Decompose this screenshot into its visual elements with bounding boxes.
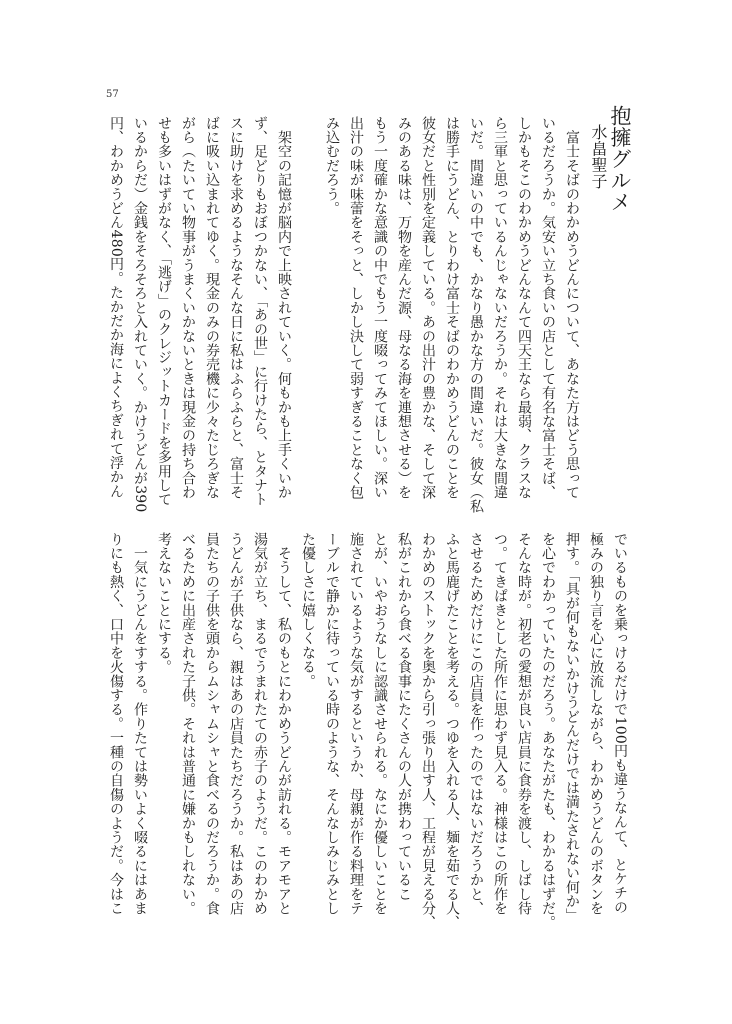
column-gap [296, 116, 320, 536]
text-line: いるだろうか。気安い立ち食いの店として有名な富士そば、 [540, 116, 556, 500]
text-line: がら（たいてい物事がうまくいかないときは現金の持ち合わ [180, 116, 196, 500]
text-line: させるためだけにこの店員を作ったのではないだろうかと、 [468, 532, 484, 916]
text-line: 円、わかめうどん480円。たかだか海によくちぎれて浮かん [108, 116, 124, 499]
text-line: そうして、私のもとにわかめうどんが訪れる。モアモアと [276, 532, 292, 916]
text-line: べるために出産された子供。それは普通に嫌かもしれない。 [180, 532, 196, 916]
text-line: りにも熱く、口中を火傷する。一種の自傷のようだ。今はこ [108, 532, 124, 916]
text-line: つ。てきぱきとした所作に思わず見入る。神様はこの所作を [492, 532, 508, 916]
text-line: ら三軍と思っているんじゃないだろうか。それは大きな間違 [492, 116, 508, 500]
text-line: 押す。「具が何もないかけうどんだけでは満たされない何か」 [564, 532, 580, 923]
text-line: 施されているような気がするというか、母親が作る料理をテ [348, 532, 364, 916]
text-line: せも多いはずがなく、「逃げ」のクレジットカードを多用して [156, 116, 172, 507]
text-line: もう一度確かな意識の中でもう一度啜ってみてほしい。深い [372, 116, 388, 500]
text-line: を心でわかっていたのだろう。あなたがたも、わかるはずだ。 [540, 532, 556, 930]
text-line: 私がこれから食べる食事にたくさんの人が携わっているこ [396, 532, 412, 902]
text-line: ふと馬鹿げたことを考える。つゆを入れる人、麺を茹でる人、 [444, 532, 460, 930]
text-line: ーブルで静かに待っている時のような、そんなしみじみとし [324, 532, 340, 916]
text-line: ず、足どりもおぼつかない、「あの世」に行けたら、とタナト [252, 116, 268, 507]
text-line: 出汁の味が味蕾をそっと、しかし決して弱すぎることなく包 [348, 116, 364, 500]
text-line: みのある味は、万物を産んだ源、母なる海を連想させる）を [396, 116, 412, 500]
text-line: とが、いやおうなしに認識させられる。なにか優しいことを [372, 532, 388, 916]
text-line: 一気にうどんをすする。作りたては勢いよく啜るにはあま [132, 532, 148, 916]
text-line: 架空の記憶が脳内で上映されていく。何もかも上手くいか [276, 116, 292, 500]
essay-title: 抱擁グルメ [608, 105, 632, 213]
text-line: ばに吸い込まれてゆく。現金のみの券売機に少々たじろぎな [204, 116, 220, 500]
text-line: でいるものを乗っけるだけで100円も違うなんて、とケチの [612, 532, 628, 915]
upper-text-section [104, 116, 584, 536]
text-line: た優しさに嬉しくなる。 [300, 532, 316, 689]
page-number: 57 [106, 89, 119, 100]
text-line: いだ。間違いの中でも、かなり愚かな方の間違いだ。彼女（私 [468, 116, 484, 514]
text-line: 考えないことにする。 [156, 532, 172, 674]
text-line: 湯気が立ち、まるでうまれたての赤子のようだ。このわかめ [252, 532, 268, 916]
text-line: しかもそこのわかめうどんなんて四天王なら最弱、クラスな [516, 116, 532, 500]
text-line: いるからだ）金銭をそろそろと入れていく。かけうどんが390 [132, 116, 148, 513]
text-line: み込むだろう。 [324, 116, 340, 216]
text-line: うどんが子供なら、親はあの店員たちだろうか。私はあの店 [228, 532, 244, 916]
text-line: スに助けを求めるようなそんな日に私はふらふらと、富士そ [228, 116, 244, 500]
text-line: は勝手にうどん、とりわけ富士そばのわかめうどんのことを [444, 116, 460, 500]
text-line: 富士そばのわかめうどんについて、あなた方はどう思って [564, 116, 580, 500]
text-line: わかめのストックを奥から引っ張り出す人、工程が見える分、 [420, 532, 436, 930]
lower-text-section [104, 532, 632, 952]
author-name: 水畠聖子 [589, 124, 608, 190]
text-line: 極みの独り言を心に放流しながら、わかめうどんのボタンを [588, 532, 604, 916]
text-line: 員たちの子供を頭からムシャムシャと食べるのだろうか。食 [204, 532, 220, 916]
text-line: 彼女だと性別を定義している。あの出汁の豊かな、そして深 [420, 116, 436, 500]
text-line: そんな時が。初老の愛想が良い店員に食券を渡し、しばし待 [516, 532, 532, 916]
